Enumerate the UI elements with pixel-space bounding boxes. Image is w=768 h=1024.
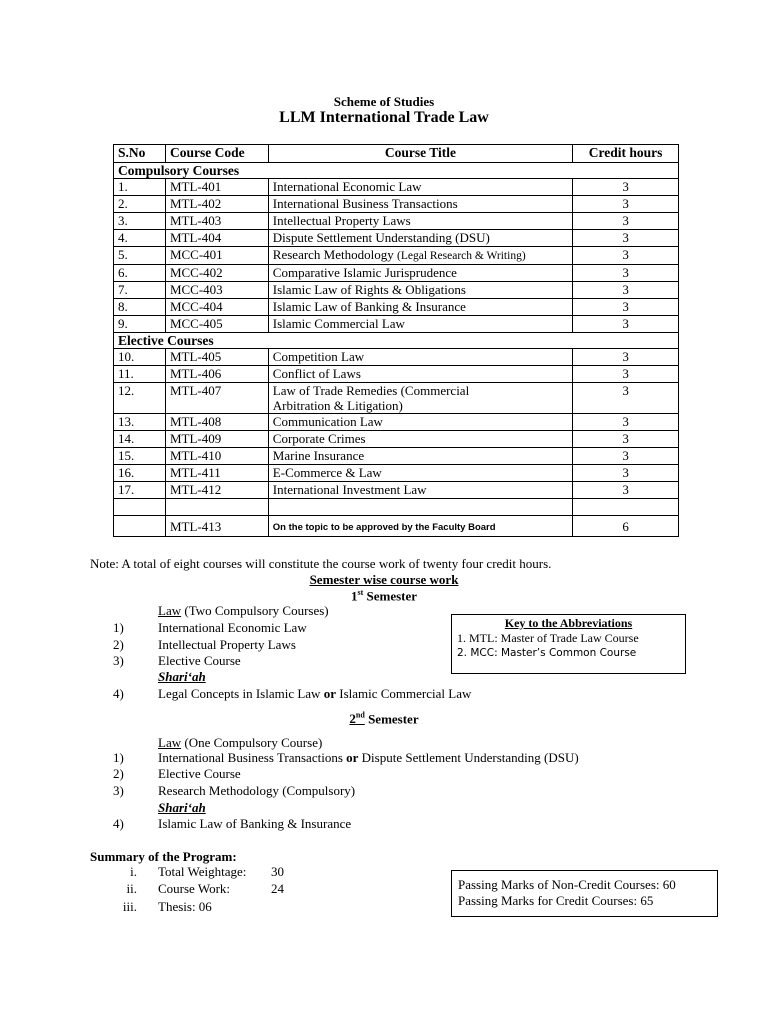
course-title: International Business Transactions xyxy=(268,196,572,213)
list-number: 4) xyxy=(113,816,124,831)
summary-heading: Summary of the Program: xyxy=(90,849,237,864)
serial-number: 16. xyxy=(114,465,166,482)
serial-number: 3. xyxy=(114,213,166,230)
serial-number: 11. xyxy=(114,366,166,383)
list-number: 2) xyxy=(113,637,124,652)
passing-marks-box xyxy=(451,870,718,917)
course-title xyxy=(268,383,572,414)
credit-hours: 3 xyxy=(573,465,679,482)
list-number: 4) xyxy=(113,686,124,701)
course-title-main: Research Methodology xyxy=(272,247,394,262)
page-title: LLM International Trade Law xyxy=(279,109,489,126)
key-heading: Key to the Abbreviations xyxy=(504,616,633,630)
course-code: MTL-405 xyxy=(165,349,268,366)
serial-number: 12. xyxy=(114,383,166,414)
header-course-title: Course Title xyxy=(268,145,572,163)
credit-hours: 3 xyxy=(573,247,679,265)
course-code: MTL-403 xyxy=(165,213,268,230)
summary-number: ii. xyxy=(126,881,137,896)
course-code: MTL-407 xyxy=(165,383,268,414)
sem1-item: Legal Concepts in Islamic Law or Islamic Commercial Law xyxy=(158,686,472,701)
sem2-item: Research Methodology (Compulsory) xyxy=(158,783,356,798)
course-title-line2: Arbitration & Litigation) xyxy=(272,398,403,413)
credit-hours: 3 xyxy=(573,213,679,230)
course-code: MTL-402 xyxy=(165,196,268,213)
section-row-elective xyxy=(114,333,679,349)
course-title: E-Commerce & Law xyxy=(268,465,572,482)
course-title: Islamic Law of Banking & Insurance xyxy=(268,299,572,316)
course-title: Corporate Crimes xyxy=(268,431,572,448)
serial-number: 4. xyxy=(114,230,166,247)
table-row xyxy=(114,316,679,333)
course-title-line1: Law of Trade Remedies (Commercial xyxy=(272,383,470,398)
credit-hours: 6 xyxy=(573,516,679,537)
course-title: International Economic Law xyxy=(268,179,572,196)
credit-hours: 3 xyxy=(573,366,679,383)
credit-hours: 3 xyxy=(573,179,679,196)
summary-label: Total Weightage: xyxy=(158,864,247,879)
key-line: 1. MTL: Master of Trade Law Course xyxy=(457,631,639,645)
list-number: 1) xyxy=(113,750,124,765)
sem2-item: International Business Transactions or Dispute Settlement Understanding (DSU) xyxy=(158,750,579,765)
table-row xyxy=(114,349,679,366)
summary-number: i. xyxy=(130,864,137,879)
sem2-law-heading: Law (One Compulsory Course) xyxy=(158,735,323,750)
credit-hours: 3 xyxy=(573,431,679,448)
sem1-law-heading: Law (Two Compulsory Courses) xyxy=(158,603,329,618)
abbreviation-key-box xyxy=(451,614,686,674)
course-title: Comparative Islamic Jurisprudence xyxy=(268,265,572,282)
credit-hours: 3 xyxy=(573,349,679,366)
table-row xyxy=(114,282,679,299)
sem2-shariah-heading: Shari‘ah xyxy=(158,800,206,815)
serial-number: 6. xyxy=(114,265,166,282)
course-table xyxy=(113,144,679,537)
course-code: MTL-408 xyxy=(165,414,268,431)
serial-number: 15. xyxy=(114,448,166,465)
credit-hours: 3 xyxy=(573,316,679,333)
table-header-row xyxy=(114,145,679,163)
course-code: MCC-402 xyxy=(165,265,268,282)
course-code: MTL-410 xyxy=(165,448,268,465)
table-row xyxy=(114,230,679,247)
table-row xyxy=(114,414,679,431)
credit-hours: 3 xyxy=(573,448,679,465)
note-text: Note: A total of eight courses will constitute the course work of twenty four credit hours. xyxy=(90,556,552,571)
sem1-shariah-heading: Shari‘ah xyxy=(158,669,206,684)
course-code: MTL-413 xyxy=(165,516,268,537)
sem2-item: Islamic Law of Banking & Insurance xyxy=(158,816,352,831)
credit-hours: 3 xyxy=(573,282,679,299)
summary-value: 30 xyxy=(271,864,284,879)
course-title xyxy=(268,247,572,265)
table-row xyxy=(114,431,679,448)
course-code: MTL-401 xyxy=(165,179,268,196)
section-row-compulsory xyxy=(114,163,679,179)
summary-value: 24 xyxy=(271,881,284,896)
table-row xyxy=(114,366,679,383)
course-code: MTL-406 xyxy=(165,366,268,383)
passing-line: Passing Marks for Credit Courses: 65 xyxy=(458,893,654,908)
passing-line: Passing Marks of Non-Credit Courses: 60 xyxy=(458,877,676,892)
serial-number: 2. xyxy=(114,196,166,213)
credit-hours: 3 xyxy=(573,230,679,247)
sem2-item: Elective Course xyxy=(158,766,241,781)
course-title: Competition Law xyxy=(268,349,572,366)
semester-work-heading: Semester wise course work xyxy=(309,572,459,587)
header-sno: S.No xyxy=(114,145,166,163)
credit-hours: 3 xyxy=(573,196,679,213)
serial-number: 9. xyxy=(114,316,166,333)
course-title: Islamic Law of Rights & Obligations xyxy=(268,282,572,299)
credit-hours: 3 xyxy=(573,265,679,282)
serial-number: 1. xyxy=(114,179,166,196)
section-label: Compulsory Courses xyxy=(114,163,679,179)
header-course-code: Course Code xyxy=(165,145,268,163)
table-row xyxy=(114,465,679,482)
table-row-empty xyxy=(114,499,679,516)
table-row xyxy=(114,265,679,282)
summary-label: Thesis: 06 xyxy=(158,899,212,914)
list-number: 2) xyxy=(113,766,124,781)
serial-number: 8. xyxy=(114,299,166,316)
table-row xyxy=(114,383,679,414)
table-row xyxy=(114,213,679,230)
credit-hours: 3 xyxy=(573,414,679,431)
credit-hours: 3 xyxy=(573,383,679,414)
list-number: 1) xyxy=(113,620,124,635)
table-row xyxy=(114,448,679,465)
table-row xyxy=(114,179,679,196)
course-title: Intellectual Property Laws xyxy=(268,213,572,230)
course-code: MCC-405 xyxy=(165,316,268,333)
course-title: Marine Insurance xyxy=(268,448,572,465)
course-title: Conflict of Laws xyxy=(268,366,572,383)
course-code: MCC-404 xyxy=(165,299,268,316)
serial-number: 10. xyxy=(114,349,166,366)
sem1-item: International Economic Law xyxy=(158,620,307,635)
header-credit-hours: Credit hours xyxy=(573,145,679,163)
serial-number: 5. xyxy=(114,247,166,265)
course-title: International Investment Law xyxy=(268,482,572,499)
course-code: MTL-411 xyxy=(165,465,268,482)
course-code: MTL-409 xyxy=(165,431,268,448)
sem1-item: Elective Course xyxy=(158,653,241,668)
serial-number: 13. xyxy=(114,414,166,431)
summary-number: iii. xyxy=(122,899,137,914)
table-row-thesis xyxy=(114,516,679,537)
course-code: MCC-401 xyxy=(165,247,268,265)
course-title: Communication Law xyxy=(268,414,572,431)
semester-1-heading: 1st Semester xyxy=(350,588,418,604)
course-title: Islamic Commercial Law xyxy=(268,316,572,333)
credit-hours: 3 xyxy=(573,482,679,499)
list-number: 3) xyxy=(113,783,124,798)
summary-label: Course Work: xyxy=(158,881,231,896)
sem1-item: Intellectual Property Laws xyxy=(158,637,296,652)
serial-number: 7. xyxy=(114,282,166,299)
serial-number: 14. xyxy=(114,431,166,448)
key-line: 2. MCC: Master’s Common Course xyxy=(457,647,637,659)
table-row xyxy=(114,247,679,265)
section-label: Elective Courses xyxy=(114,333,679,349)
course-code: MTL-412 xyxy=(165,482,268,499)
table-row xyxy=(114,196,679,213)
course-code: MTL-404 xyxy=(165,230,268,247)
scheme-subtitle: Scheme of Studies xyxy=(333,94,435,109)
credit-hours: 3 xyxy=(573,299,679,316)
course-title: Dispute Settlement Understanding (DSU) xyxy=(268,230,572,247)
course-title: On the topic to be approved by the Faculty Board xyxy=(272,521,496,533)
serial-number: 17. xyxy=(114,482,166,499)
course-title-detail: (Legal Research & Writing) xyxy=(397,250,526,262)
table-row xyxy=(114,299,679,316)
table-row xyxy=(114,482,679,499)
course-code: MCC-403 xyxy=(165,282,268,299)
list-number: 3) xyxy=(113,653,124,668)
semester-2-heading: 2nd Semester xyxy=(349,711,419,727)
